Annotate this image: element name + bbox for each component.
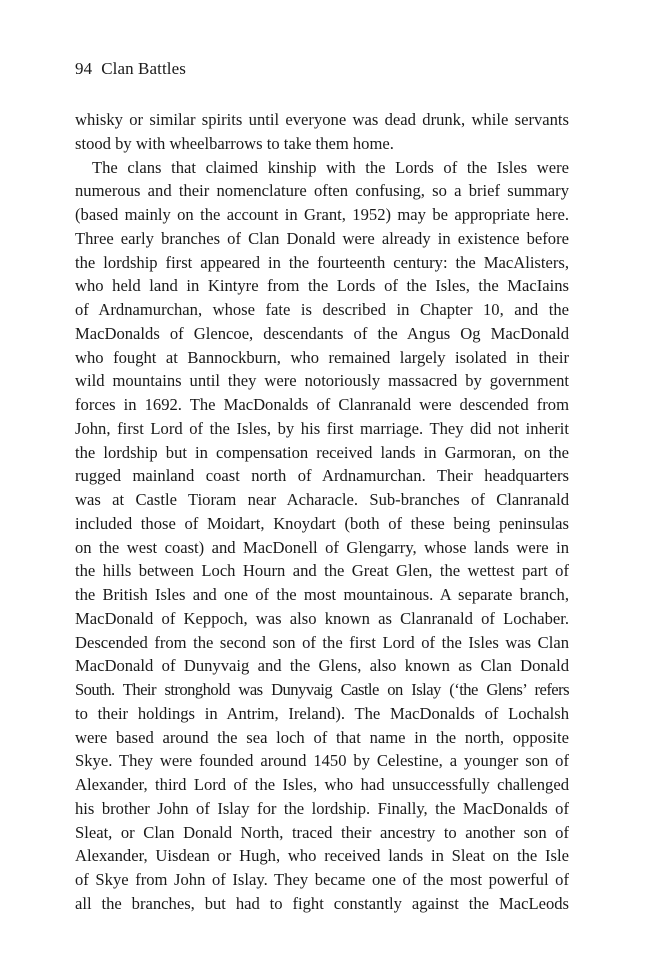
text-line: stood by with wheelbarrows to take them home. [75, 133, 394, 153]
book-page [75, 58, 569, 916]
text-line: Three early branches of Clan Donald were already in existence before [75, 228, 569, 248]
text-line: on the west coast) and MacDonell of Glengarry, whose lands were in [75, 537, 569, 557]
text-line: of Ardnamurchan, whose fate is described in Chapter 10, and the [75, 300, 569, 319]
text-line: forces in 1692. The MacDonalds of Clanranald were descended from [75, 395, 569, 414]
text-line: Skye. They were founded around 1450 by Celestine, a younger son of [75, 751, 569, 771]
text-line: Descended from the second son of the first Lord of the Isles was Clan [75, 632, 569, 652]
text-line: of Skye from John of Islay. They became one of the most powerful of [75, 870, 569, 889]
text-line: his brother John of Islay for the lordship. Finally, the MacDonalds of [75, 798, 569, 818]
text-line: were based around the sea loch of that name in the north, opposite [75, 727, 569, 747]
text-line: John, first Lord of the Isles, by his first marriage. They did not inherit [75, 418, 569, 438]
body-text [75, 108, 569, 916]
text-line: was at Castle Tioram near Acharacle. Sub-branches of Clanranald [75, 490, 569, 509]
text-line: MacDonald of Dunyvaig and the Glens, also known as Clan Donald [75, 656, 569, 676]
text-line: the lordship first appeared in the fourteenth century: the MacAlisters, [75, 252, 569, 272]
text-line: the hills between Loch Hourn and the Great Glen, the wettest part of [75, 561, 569, 581]
text-line: Sleat, or Clan Donald North, traced their ancestry to another son of [75, 822, 569, 842]
text-line: who fought at Bannockburn, who remained largely isolated in their [75, 347, 569, 367]
text-line: The clans that claimed kinship with the Lords of the Isles were [92, 157, 569, 177]
paragraph [75, 156, 569, 916]
text-line: all the branches, but had to fight constantly against the MacLeods [75, 893, 569, 913]
text-line: included those of Moidart, Knoydart (both of these being peninsulas [75, 513, 569, 533]
running-title: Clan Battles [101, 59, 186, 78]
text-line: rugged mainland coast north of Ardnamurchan. Their headquarters [75, 466, 569, 486]
text-line: MacDonalds of Glencoe, descendants of the Angus Og MacDonald [75, 323, 569, 343]
page-number: 94 [75, 59, 93, 78]
text-line: whisky or similar spirits until everyone was dead drunk, while servants [75, 110, 569, 129]
paragraph [75, 108, 569, 156]
running-head [75, 58, 569, 80]
text-line: to their holdings in Antrim, Ireland). The MacDonalds of Lochalsh [75, 703, 569, 723]
text-line: who held land in Kintyre from the Lords of the Isles, the MacIains [75, 276, 569, 296]
text-line: (based mainly on the account in Grant, 1952) may be appropriate here. [75, 205, 569, 224]
text-line: the British Isles and one of the most mountainous. A separate branch, [75, 585, 569, 604]
text-line: the lordship but in compensation received lands in Garmoran, on the [75, 442, 569, 462]
text-line: Alexander, Uisdean or Hugh, who received lands in Sleat on the Isle [75, 846, 569, 866]
text-line: Alexander, third Lord of the Isles, who had unsuccessfully challenged [75, 775, 569, 794]
text-line: MacDonald of Keppoch, was also known as Clanranald of Lochaber. [75, 608, 569, 628]
text-line: numerous and their nomenclature often confusing, so a brief summary [75, 181, 569, 201]
text-line: wild mountains until they were notoriously massacred by government [75, 371, 569, 391]
text-line: South. Their stronghold was Dunyvaig Castle on Islay (‘the Glens’ refers [75, 680, 569, 699]
